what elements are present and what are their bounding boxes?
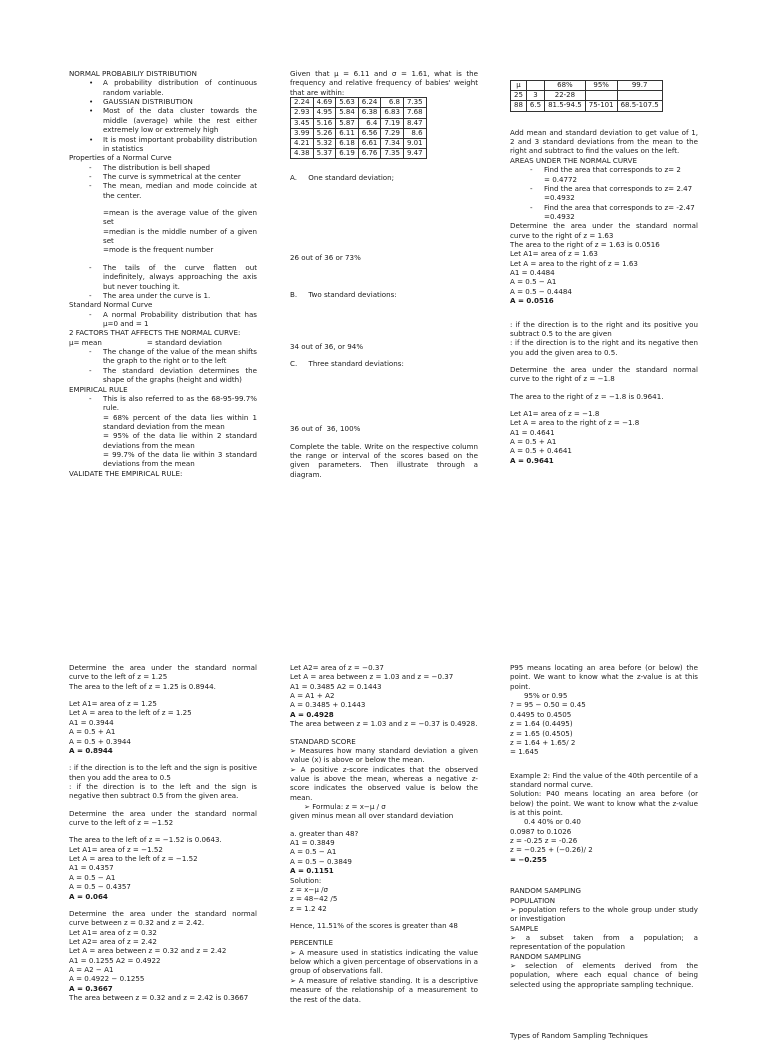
text-line: a. greater than 48? — [290, 828, 359, 838]
table-cell: 6.61 — [358, 139, 381, 149]
text-line — [290, 930, 478, 938]
table-cell: 2.24 — [291, 98, 314, 108]
text-line: = 68% percent of the data lies within 1 standard deviation from the mean — [103, 412, 257, 431]
table-cell — [585, 91, 617, 101]
text-line: Let A1= area of z = −1.8 — [510, 409, 600, 419]
text-line — [510, 306, 698, 320]
table-cell: 95% — [585, 81, 617, 91]
text-line: A = A1 + A2 — [290, 691, 335, 701]
text-line: Properties of a Normal Curve — [69, 153, 172, 163]
text-line — [290, 382, 478, 396]
text-line: A1 = 0.4357 — [69, 863, 114, 873]
text-line: - The tails of the curve flatten out indefinitely, always approaching the axis but never touching it. — [69, 263, 257, 291]
table-cell: 4.38 — [291, 149, 314, 159]
text-line: 0.0987 to 0.1026 — [510, 826, 572, 836]
col3-bottom — [510, 663, 698, 1041]
text-line: A = 0.5 − A1 — [290, 847, 337, 857]
text-line: • GAUSSIAN DISTRIBUTION — [69, 97, 257, 106]
text-line — [290, 225, 478, 239]
text-line: = 0.4772 — [544, 174, 578, 184]
text-line: PERCENTILE — [290, 938, 333, 948]
table-cell: 9.47 — [403, 149, 426, 159]
text-line: - The mean, median and mode coincide at the center. — [69, 181, 257, 200]
table-cell: 2.93 — [291, 108, 314, 118]
text-line: Let A2= area of z = −0.37 — [290, 663, 384, 672]
table-cell: 6.76 — [358, 149, 381, 159]
text-line: z = 1.64 (0.4495) — [510, 719, 573, 729]
text-line: 2 FACTORS THAT AFFECTS THE NORMAL CURVE: — [69, 328, 241, 338]
table-cell: 6.18 — [336, 139, 359, 149]
text-line: Let A1= area of z = 0.32 — [69, 927, 157, 937]
text-line: 0.4495 to 0.4505 — [510, 709, 572, 719]
text-line: EMPIRICAL RULE — [69, 384, 128, 394]
text-line: A = 0.3667 — [69, 983, 113, 993]
text-line — [510, 989, 698, 1003]
text-line: A = 0.0516 — [510, 296, 554, 306]
text-line: Types of Random Sampling Techniques — [510, 1031, 648, 1041]
weights-table — [290, 97, 427, 159]
text-line: =mean is the average value of the given set — [103, 208, 257, 227]
text-line: : if the direction is to the right and its negative then you add the given area to 0.5. — [510, 338, 698, 357]
text-line: POPULATION — [510, 895, 556, 905]
text-line: • It is most important probability distribution in statistics — [69, 135, 257, 154]
text-line: = 99.7% of the data lie within 3 standard deviations from the mean — [103, 450, 257, 469]
text-line — [290, 262, 478, 276]
text-line: z = x−μ /σ — [290, 884, 328, 894]
text-line: - The standard deviation determines the shape of the graphs (height and width) — [69, 366, 257, 385]
text-line: The area to the left of z = 1.25 is 0.8944. — [69, 681, 216, 691]
text-line: z = 1.2 42 — [290, 903, 327, 913]
table-cell: 3 — [526, 91, 544, 101]
text-line — [290, 300, 478, 314]
text-line: A = 0.5 + A1 — [69, 727, 116, 737]
text-line: ➢ Formula: z = x−μ / σ — [304, 802, 386, 812]
table-cell: 6.38 — [358, 108, 381, 118]
text-line — [290, 368, 478, 382]
text-line — [290, 396, 478, 410]
table-row — [291, 98, 427, 108]
text-line: Determine the area under the standard normal curve to the right of z = 1.63 — [510, 221, 698, 240]
text-line: A = 0.5 − 0.4357 — [69, 882, 131, 892]
text-line — [510, 878, 698, 886]
text-line: = 1.645 — [510, 747, 539, 757]
text-line: A = 0.5 − A1 — [69, 872, 116, 882]
text-line: A = 0.5 − 0.3849 — [290, 856, 352, 866]
text-line: z = 1.64 + 1.65/ 2 — [510, 737, 576, 747]
text-line: : if the direction is to the right and its positive you subtract 0.5 to the are given — [510, 319, 698, 338]
text-line: A = 0.8944 — [69, 745, 113, 755]
text-line: The area between z = 0.32 and z = 2.42 is 0.3667 — [69, 993, 249, 1003]
text-line: z = 1.65 (0.4505) — [510, 728, 573, 738]
text-line: z = −0.25 + (−0.26)/ 2 — [510, 845, 593, 855]
text-line — [510, 757, 698, 771]
text-line — [510, 357, 698, 365]
table-cell: 5.37 — [313, 149, 336, 159]
text-line: A = 0.1151 — [290, 866, 334, 876]
text-line: Determine the area under the standard normal curve to the left of z = 1.25 — [69, 663, 257, 682]
text-line — [290, 913, 478, 921]
table-cell: 3.45 — [291, 118, 314, 128]
table-cell: 4.95 — [313, 108, 336, 118]
text-line: Let A1= area of z = 1.25 — [69, 699, 157, 709]
table-cell: 6.4 — [358, 118, 381, 128]
text-line: Let A1= area of z = −1.52 — [69, 844, 163, 854]
table-row — [291, 128, 427, 138]
text-line — [69, 255, 257, 263]
table-row — [291, 118, 427, 128]
text-line: = 95% of the data lie within 2 standard deviations from the mean — [103, 431, 257, 450]
table-row — [291, 139, 427, 149]
text-line — [290, 197, 478, 211]
text-line: given minus mean all over standard deviation — [290, 811, 454, 821]
text-line: 0.4 40% or 0.40 — [524, 817, 581, 827]
text-line: C. Three standard deviations: — [290, 358, 404, 368]
table-cell: 7.19 — [381, 118, 404, 128]
text-line — [69, 200, 257, 208]
table-cell: 6.83 — [381, 108, 404, 118]
text-line: • Most of the data cluster towards the middle (average) while the rest either extremely low or extremely high — [69, 106, 257, 134]
table-cell: 6.19 — [336, 149, 359, 159]
text-line — [290, 351, 478, 359]
text-line: : if the direction is to the left and the sign is negative then subtract 0.5 from the given area. — [69, 781, 257, 801]
col2-top — [290, 69, 478, 479]
table-cell: 99.7 — [617, 81, 662, 91]
text-line: μ= mean = standard deviation — [69, 337, 222, 347]
text-line: - Find the area that corresponds to z= -2.47 — [510, 203, 698, 212]
text-line: B. Two standard deviations: — [290, 290, 397, 300]
text-line: Let A = area between z = 0.32 and z = 2.42 — [69, 946, 227, 956]
text-line: =mode is the frequent number — [103, 245, 214, 255]
table-cell: 8.47 — [403, 118, 426, 128]
text-line: Determine the area under the standard normal curve between z = 0.32 and z = 2.42. — [69, 908, 257, 928]
table-cell: 6.5 — [526, 101, 544, 111]
text-line: The area to the left of z = −1.52 is 0.0643. — [69, 835, 222, 845]
text-line — [290, 276, 478, 290]
text-line: A. One standard deviation; — [290, 173, 395, 183]
text-line: ➢ population refers to the whole group under study or investigation — [510, 904, 698, 924]
table-cell: μ — [511, 81, 527, 91]
text-line: Standard Normal Curve — [69, 300, 153, 310]
text-line: A = 0.4922 − 0.1255 — [69, 974, 145, 984]
text-line: RANDOM SAMPLING — [510, 951, 581, 961]
text-line — [69, 691, 257, 699]
text-line: = −0.255 — [510, 854, 547, 864]
text-line: - The change of the value of the mean shifts the graph to the right or to the left — [69, 347, 257, 366]
text-line: A = A2 − A1 — [69, 965, 114, 975]
table-cell: 7.35 — [403, 98, 426, 108]
text-line: A = 0.4928 — [290, 709, 334, 719]
text-line: The area to the right of z = 1.63 is 0.0516 — [510, 240, 660, 250]
table-cell: 7.34 — [381, 139, 404, 149]
text-line: ➢ A measure of relative standing. It is a descriptive measure of the relationship of a measurement to the rest of the data. — [290, 975, 478, 1004]
table-cell: 7.68 — [403, 108, 426, 118]
text-line: Let A = area to the left of z = −1.52 — [69, 854, 198, 864]
table-cell: 6.24 — [358, 98, 381, 108]
weights-intro: Given that μ = 6.11 and σ = 1.61, what is the frequency and relative frequency of babies' weight that are within: — [290, 69, 478, 97]
table-row — [511, 81, 663, 91]
text-line: =0.4932 — [544, 193, 575, 203]
text-line: Determine the area under the standard normal curve to the left of z = −1.52 — [69, 808, 257, 828]
text-line — [290, 410, 478, 424]
table-cell: 88 — [511, 101, 527, 111]
text-line: SAMPLE — [510, 923, 539, 933]
text-line — [290, 314, 478, 328]
text-line: The area to the right of z = −1.8 is 0.9641. — [510, 391, 664, 401]
text-line — [290, 183, 478, 197]
text-line: : if the direction is to the left and the sign is positive then you add the area to 0.5 — [69, 763, 257, 782]
text-line: - The curve is symmetrical at the center — [69, 172, 257, 181]
text-line: z = -0.25 z = -0.26 — [510, 836, 578, 846]
text-line: AREAS UNDER THE NORMAL CURVE — [510, 155, 637, 165]
text-line: Let A = area between z = 1.03 and z = −0.37 — [290, 672, 454, 682]
text-line — [290, 821, 478, 829]
text-line: A = 0.5 − A1 — [510, 277, 557, 287]
text-line: - The area under the curve is 1. — [69, 291, 257, 300]
text-line — [69, 801, 257, 809]
text-line: A1 = 0.3849 — [290, 838, 335, 848]
table-cell: 68.5-107.5 — [617, 101, 662, 111]
text-line: A1 = 0.1255 A2 = 0.4922 — [69, 955, 161, 965]
text-line: Let A1= area of z = 1.63 — [510, 249, 598, 259]
table-cell: 6.56 — [358, 128, 381, 138]
text-line — [290, 211, 478, 225]
table-cell: 5.63 — [336, 98, 359, 108]
text-line: 26 out of 36 or 73% — [290, 252, 361, 262]
table-cell: 75-101 — [585, 101, 617, 111]
text-line: A = 0.5 + 0.3944 — [69, 736, 131, 746]
text-line: A1 = 0.3485 A2 = 0.1443 — [290, 681, 382, 691]
text-line: Solution: — [290, 875, 322, 885]
text-line — [510, 1003, 698, 1017]
text-line: Let A = area to the left of z = 1.25 — [69, 708, 192, 718]
text-line: A = 0.5 + 0.4641 — [510, 446, 572, 456]
text-line: STANDARD SCORE — [290, 736, 356, 746]
table-cell: 5.32 — [313, 139, 336, 149]
text-line: Example 2: Find the value of the 40th percentile of a standard normal curve. — [510, 770, 698, 789]
table-cell: 7.29 — [381, 128, 404, 138]
text-line — [510, 1017, 698, 1031]
col3-top — [510, 80, 698, 465]
text-line: • A probability distribution of continuous random variable. — [69, 78, 257, 97]
table-cell: 22-28 — [545, 91, 586, 101]
table-cell: 4.21 — [291, 139, 314, 149]
text-line: Add mean and standard deviation to get value of 1, 2 and 3 standard deviations from the mean to the right and subtract to find the values on the left. — [510, 127, 698, 156]
text-line — [290, 729, 478, 737]
table-cell: 5.87 — [336, 118, 359, 128]
text-line: - The distribution is bell shaped — [69, 163, 257, 172]
text-line: Hence, 11.51% of the scores is greater than 48 — [290, 920, 458, 930]
text-line — [69, 901, 257, 909]
table-cell: 81.5-94.5 — [545, 101, 586, 111]
table-cell: 6.11 — [336, 128, 359, 138]
text-line: Let A = area to the right of z = 1.63 — [510, 258, 638, 268]
text-line: - This is also referred to as the 68-95-99.7% rule. — [69, 394, 257, 413]
table-cell: 68% — [545, 81, 586, 91]
col1-bottom — [69, 663, 257, 1003]
text-line: 95% or 0.95 — [524, 691, 568, 701]
text-line: 34 out of 36, or 94% — [290, 341, 364, 351]
table-cell — [526, 81, 544, 91]
text-line: Complete the table. Write on the respective column the range or interval of the scores based on the given parameters. Then illustrate through a diagram. — [290, 441, 478, 479]
text-line: z = 48−42 /5 — [290, 894, 338, 904]
text-line: A = 0.3485 + 0.1443 — [290, 700, 366, 710]
text-line: 36 out of 36, 100% — [290, 424, 361, 434]
text-line: =median is the middle number of a given set — [103, 226, 257, 246]
table-cell: 5.16 — [313, 118, 336, 128]
text-line: ➢ Measures how many standard deviation a given value (x) is above or below the mean. — [290, 745, 478, 765]
text-line: Solution: P40 means locating an area before (or below) the point. We want to know what the z-value is at this point. — [510, 789, 698, 818]
text-line — [510, 401, 698, 409]
empirical-table — [510, 80, 663, 112]
table-row — [291, 108, 427, 118]
table-cell: 5.26 — [313, 128, 336, 138]
table-cell: 4.69 — [313, 98, 336, 108]
text-line: ? = 95 − 0.50 = 0.45 — [510, 700, 586, 710]
table-row — [511, 101, 663, 111]
empirical-answers — [290, 173, 478, 479]
table-row — [511, 91, 663, 101]
table-cell: 9.01 — [403, 139, 426, 149]
text-line: ➢ A measure used in statistics indicating the value below which a given percentage of observations in a group of observations fall. — [290, 947, 478, 976]
text-line: ➢ selection of elements derived from the population, where each equal chance of being selected using the appropriate sampling technique. — [510, 961, 698, 989]
text-line: Determine the area under the standard normal curve to the right of z = −1.8 — [510, 364, 698, 384]
table-cell: 7.35 — [381, 149, 404, 159]
text-line — [290, 328, 478, 342]
table-cell: 3.99 — [291, 128, 314, 138]
text-line: Let A = area to the right of z = −1.8 — [510, 418, 640, 428]
text-line: - A normal Probability distribution that has μ=0 and = 1 — [69, 310, 257, 329]
text-line — [510, 864, 698, 878]
text-line: A = 0.5 − 0.4484 — [510, 286, 572, 296]
table-cell — [617, 91, 662, 101]
areas-section — [510, 128, 698, 466]
text-line — [69, 827, 257, 835]
text-line — [69, 755, 257, 763]
table-cell: 25 — [511, 91, 527, 101]
text-line: NORMAL PROBABILIY DISTRIBUTION — [69, 69, 197, 78]
table-row — [291, 149, 427, 159]
text-line: Let A2= area of z = 2.42 — [69, 936, 157, 946]
col2-bottom — [290, 663, 478, 1004]
col1-top — [69, 69, 257, 478]
text-line — [510, 384, 698, 392]
text-line: ➢ A positive z-score indicates that the observed value is above the mean, whereas a negative z-score indicates the observed value is below the mean. — [290, 764, 478, 802]
text-line: A = 0.064 — [69, 891, 108, 901]
table-cell: 6.8 — [381, 98, 404, 108]
text-line: A1 = 0.4484 — [510, 268, 555, 278]
table-cell: 8.6 — [403, 128, 426, 138]
text-line: P95 means locating an area before (or below) the point. We want to know what the z-value is at this point. — [510, 663, 698, 691]
table-cell: 5.84 — [336, 108, 359, 118]
text-line: ➢ a subset taken from a population; a representation of the population — [510, 932, 698, 952]
text-line: A = 0.9641 — [510, 455, 554, 465]
text-line: The area between z = 1.03 and z = −0.37 is 0.4928. — [290, 719, 478, 729]
text-line: A1 = 0.3944 — [69, 717, 114, 727]
text-line: VALIDATE THE EMPIRICAL RULE: — [69, 468, 183, 478]
text-line: A1 = 0.4641 — [510, 427, 555, 437]
text-line: A = 0.5 + A1 — [510, 437, 557, 447]
text-line: - Find the area that corresponds to z= 2.47 — [510, 184, 698, 193]
text-line: - Find the area that corresponds to z= 2 — [510, 165, 698, 174]
text-line — [290, 434, 478, 442]
text-line: =0.4932 — [544, 211, 575, 221]
text-line — [290, 239, 478, 253]
text-line: RANDOM SAMPLING — [510, 886, 581, 896]
